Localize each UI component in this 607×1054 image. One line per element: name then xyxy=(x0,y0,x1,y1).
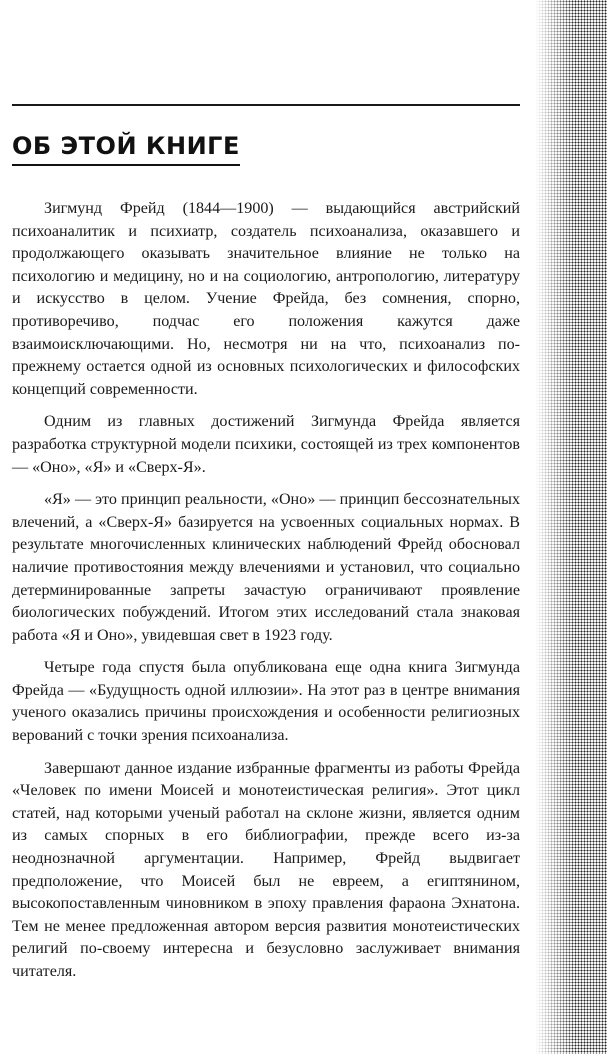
body-text xyxy=(12,198,520,994)
paragraph-1: Зигмунд Фрейд (1844—1900) — выдающийся австрийский психоаналитик и психиатр, создатель психоанализа, оказавшего и продолжающего оказывать значительное влияние не только на психологию и медицину, но и на социологию, антропологию, литературу и искусство в целом. Учение Фрейда, без сомнения, спорно, противоречиво, подчас его положения кажутся даже взаимоисключающими. Но, несмотря ни на что, психоанализ по-прежнему остается одной из основных психологических и философских концепций современности. xyxy=(12,200,520,398)
paragraph-4: Четыре года спустя была опубликована еще одна книга Зигмунда Фрейда — «Будущность одной иллюзии». На этот раз в центре внимания ученого оказались причины происхождения и особенности религиозных верований с точки зрения психоанализа. xyxy=(12,659,520,745)
paragraph-3: «Я» — это принцип реальности, «Оно» — принцип бессознательных влечений, а «Сверх-Я» базируется на усвоенных социальных нормах. В результате многочисленных клинических наблюдений Фрейд обосновал наличие противостояния между влечениями и установил, что социально детерминированные запреты зачастую ограничивают проявление биологических побуждений. Итогом этих исследований стала знаковая работа «Я и Оно», увидевшая свет в 1923 году. xyxy=(12,491,520,644)
paragraph-5: Завершают данное издание избранные фрагменты из работы Фрейда «Человек по имени Моисей и монотеистическая религия». Этот цикл статей, над которыми ученый работал на склоне жизни, является одним из самых спорных в его библиографии, прежде всего из-за неоднозначной аргументации. Например, Фрейд выдвигает предположение, что Моисей был не евреем, а египтянином, высокопоставленным чиновником в эпоху правления фараона Эхнатона. Тем не менее предложенная автором версия развития монотеистических религий по-своему интересна и безусловно заслуживает внимания читателя. xyxy=(12,759,520,980)
paragraph-2: Одним из главных достижений Зигмунда Фрейда является разработка структурной модели психики, состоящей из трех компонентов — «Оно», «Я» и «Сверх-Я». xyxy=(12,413,520,476)
top-rule xyxy=(12,104,520,106)
page-title: ОБ ЭТОЙ КНИГЕ xyxy=(12,134,240,166)
page-edge-shading xyxy=(535,0,607,1054)
